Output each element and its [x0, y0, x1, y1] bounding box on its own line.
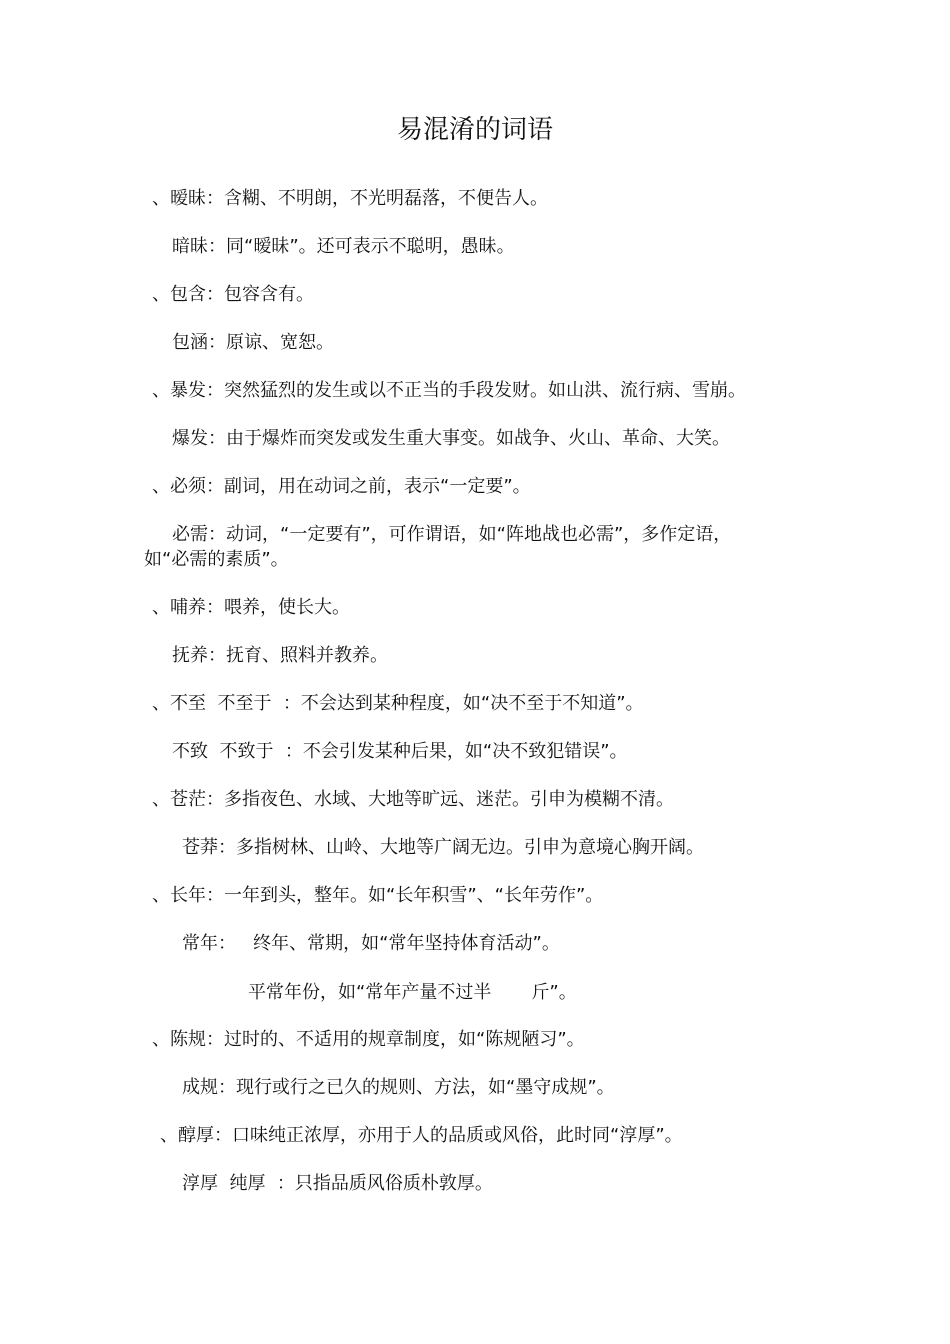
entry-line: 必需：动词，“一定要有”，可作谓语，如“阵地战也必需”，多作定语，: [172, 524, 732, 545]
entry-line: 常年： 终年、常期，如“常年坚持体育活动”。: [182, 933, 560, 954]
entry-line: 包涵：原谅、宽恕。: [172, 332, 334, 353]
entry-line: 、醇厚：口味纯正浓厚，亦用于人的品质或风俗，此时同“淳厚”。: [160, 1125, 683, 1146]
entry-line: 抚养：抚育、照料并教养。: [172, 645, 388, 666]
entry-line: 不致 不致于 ：不会引发某种后果，如“决不致犯错误”。: [172, 741, 628, 762]
entry-line: 、长年：一年到头，整年。如“长年积雪”、“长年劳作”。: [152, 885, 604, 906]
entry-line: 、必须：副词，用在动词之前，表示“一定要”。: [152, 476, 531, 497]
entry-line: 、暧昧：含糊、不明朗，不光明磊落，不便告人。: [152, 188, 548, 209]
entry-line: 如“必需的素质”。: [144, 549, 289, 570]
entry-line: 爆发：由于爆炸而突发或发生重大事变。如战争、火山、革命、大笑。: [172, 428, 730, 449]
entry-line: 苍莽：多指树林、山岭、大地等广阔无边。引申为意境心胸开阔。: [182, 837, 704, 858]
entry-line: 、陈规：过时的、不适用的规章制度，如“陈规陋习”。: [152, 1029, 585, 1050]
entry-line: 、苍茫：多指夜色、水域、大地等旷远、迷茫。引申为模糊不清。: [152, 789, 674, 810]
entry-line: 、哺养：喂养，使长大。: [152, 597, 350, 618]
entry-line: 、包含：包容含有。: [152, 284, 314, 305]
entry-line: 平常年份，如“常年产量不过半 斤”。: [248, 982, 577, 1003]
entry-line: 淳厚 纯厚 ：只指品质风俗质朴敦厚。: [182, 1173, 493, 1194]
entry-line: 暗昧：同“暧昧”。还可表示不聪明，愚昧。: [172, 236, 515, 257]
page-title: 易混淆的词语: [396, 115, 553, 145]
entry-line: 成规：现行或行之已久的规则、方法，如“墨守成规”。: [182, 1077, 615, 1098]
entry-line: 、不至 不至于 ：不会达到某种程度，如“决不至于不知道”。: [152, 693, 644, 714]
entry-line: 、暴发：突然猛烈的发生或以不正当的手段发财。如山洪、流行病、雪崩。: [152, 380, 746, 401]
